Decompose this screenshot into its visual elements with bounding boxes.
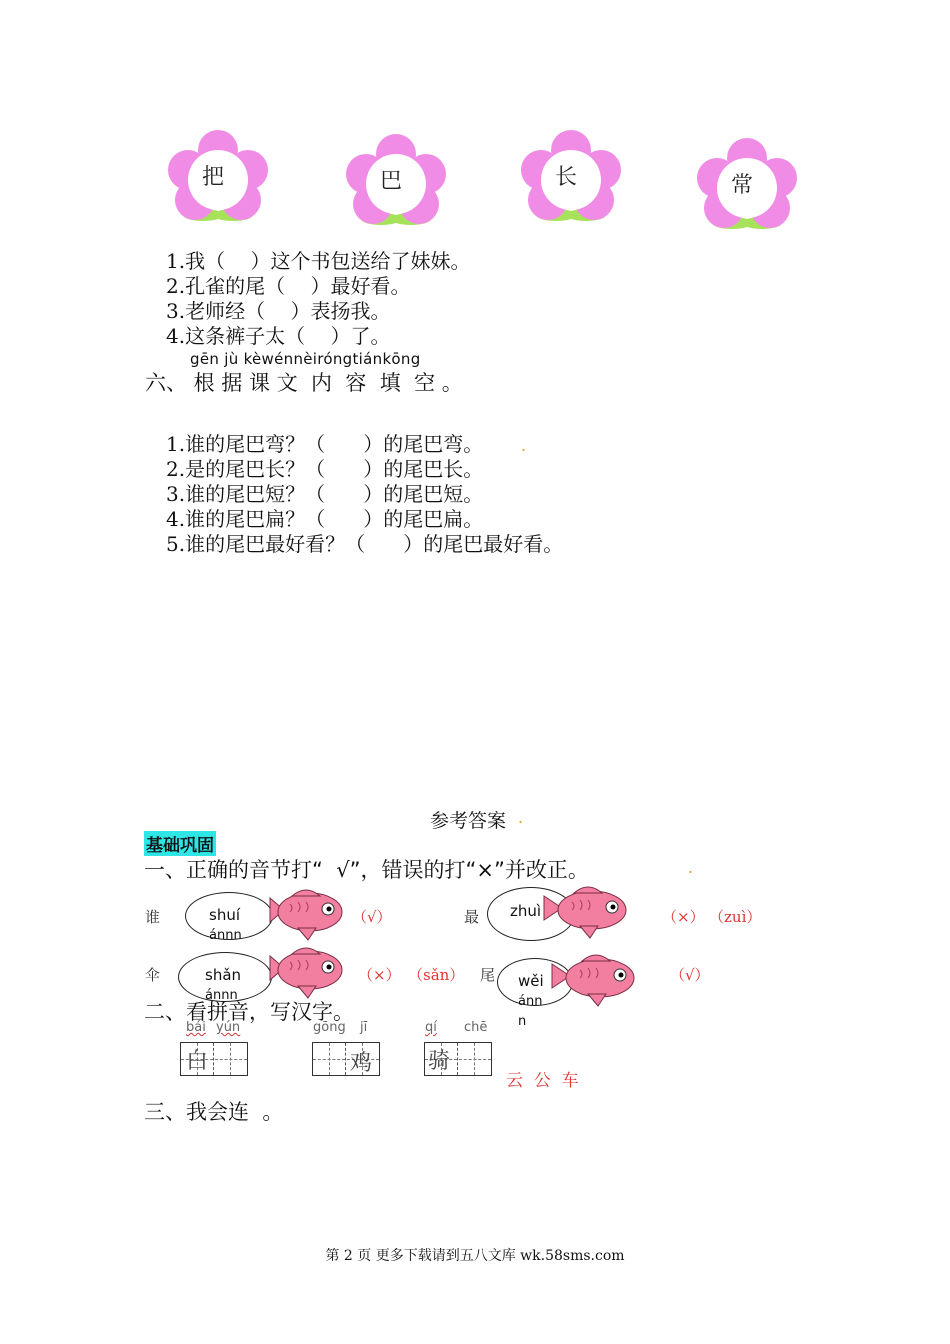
exercise-item: 4.谁的尾巴扁？（ ）的尾巴扁。 xyxy=(166,507,484,531)
dot-mark: . xyxy=(688,858,694,877)
flower-char: 把 xyxy=(201,165,224,190)
answer-char: 伞 xyxy=(145,966,161,984)
grid-pinyin: jī xyxy=(360,1020,368,1035)
answer-fix: （sǎn） xyxy=(408,966,465,984)
flower-char-card xyxy=(516,130,626,230)
answer-characters: 云 公 车 xyxy=(506,1071,579,1091)
answer-mark: （×） xyxy=(662,908,705,926)
answer-pinyin: shuí xyxy=(209,906,240,924)
answer-pinyin: shǎn xyxy=(205,966,242,984)
question-title: 二、看拼音，写汉字。 xyxy=(144,1000,354,1024)
fish-icon xyxy=(540,884,640,940)
answer-subtext: n xyxy=(518,1014,527,1029)
section-title: 六、 根 据 课 文 内 容 填 空 。 xyxy=(145,371,463,395)
answer-subtext: ánnn xyxy=(205,988,238,1003)
grid-pinyin: yún xyxy=(216,1020,241,1035)
exercise-item: 1.我（ ）这个书包送给了妹妹。 xyxy=(166,249,471,273)
grid-pinyin: qí xyxy=(425,1020,437,1035)
answer-char: 尾 xyxy=(480,966,496,984)
grid-pinyin: bái xyxy=(186,1020,206,1035)
flower-char: 长 xyxy=(554,165,577,190)
fish-icon xyxy=(262,946,354,1002)
answers-title: 参考答案 xyxy=(430,810,507,832)
flower-char-card xyxy=(163,130,273,230)
answer-subtext: ánn xyxy=(518,994,543,1009)
answer-subtext: ánnn xyxy=(209,928,242,943)
fish-icon xyxy=(548,952,648,1008)
question-title: 一、正确的音节打“ √”，错误的打“×”并改正。 xyxy=(144,858,589,882)
grid-char: 白 xyxy=(186,1049,209,1074)
exercise-item: 5.谁的尾巴最好看？（ ）的尾巴最好看。 xyxy=(166,532,564,556)
dot-mark: . xyxy=(521,436,527,455)
answer-char: 最 xyxy=(464,908,480,926)
answer-pinyin: zhuì xyxy=(510,902,542,920)
answer-char: 谁 xyxy=(145,908,161,926)
exercise-item: 4.这条裤子太（ ）了。 xyxy=(166,324,391,348)
flower-char-card xyxy=(692,138,802,238)
grid-pinyin: gōng xyxy=(313,1020,346,1035)
grid-char: 骑 xyxy=(428,1049,451,1074)
exercise-item: 1.谁的尾巴弯？（ ）的尾巴弯。 xyxy=(166,432,484,456)
grid-char: 鸡 xyxy=(350,1051,373,1076)
exercise-item: 2.孔雀的尾（ ）最好看。 xyxy=(166,274,411,298)
exercise-item: 3.谁的尾巴短？（ ）的尾巴短。 xyxy=(166,482,484,506)
dot-mark: . xyxy=(518,808,524,827)
fish-icon xyxy=(262,888,354,944)
page-footer: 第 2 页 更多下载请到五八文库 wk.58sms.com xyxy=(325,1248,625,1264)
question-title: 三、我会连 。 xyxy=(144,1100,284,1124)
section-pinyin: gēn jù kèwénnèiróngtiánkōng xyxy=(190,350,421,368)
flower-char-card xyxy=(341,134,451,234)
answer-fix: （zuì） xyxy=(709,908,762,926)
grid-pinyin: chē xyxy=(464,1020,488,1035)
answer-mark: （×） xyxy=(358,966,401,984)
exercise-item: 2.是的尾巴长？（ ）的尾巴长。 xyxy=(166,457,484,481)
flower-char: 巴 xyxy=(379,169,402,194)
answer-mark: （√） xyxy=(670,966,710,984)
highlight-label: 基础巩固 xyxy=(144,831,216,856)
exercise-item: 3.老师经（ ）表扬我。 xyxy=(166,299,391,323)
answer-mark: （√） xyxy=(352,908,392,926)
answer-pinyin: wěi xyxy=(518,972,544,990)
flower-char: 常 xyxy=(730,173,753,198)
